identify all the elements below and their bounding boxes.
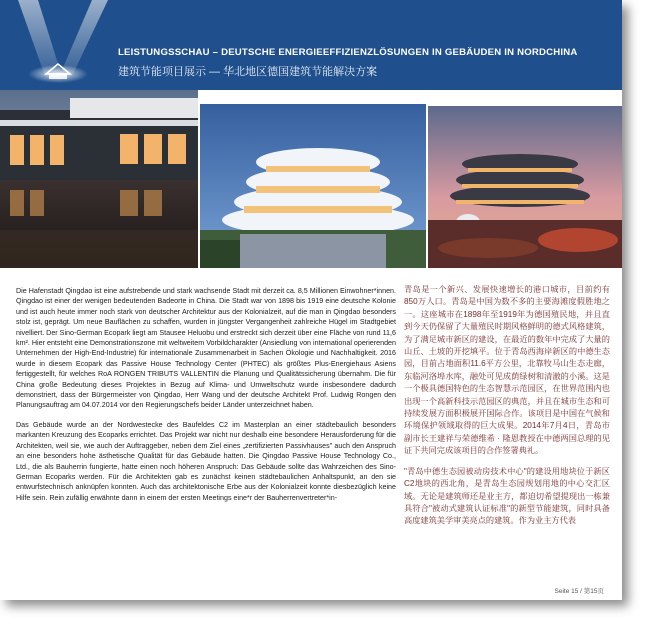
paragraph: Das Gebäude wurde an der Nordwestecke des Baufeldes C2 im Masterplan an einer städtebaulich besonders markanten Kreuzung des Ecoparks errichtet. Das Projekt war nicht nur deshalb eine besondere Herausforderung für die Architekten, weil sie, wie auch der Auftraggeber, neben dem Ziel eines „zertifizierten Passivhauses" auch den Anspruch an eine besonders hohe ästhetische Qualität für das Gebäude hatten. Die Qingdao Passive House Technology Co., Ltd., die als Bauherrin fungierte, hatte einen noch höheren Anspruch: Das Gebäude sollte das Wahrzeichen des Sino-German Ecoparks werden. Für die Architekten gab es zunächst keinen städtebaulichen Anhaltspunkt, an den sie entwurfstechnisch anknüpfen konnten. Auch das architektonische Erbe aus der Kolonialzeit konnte diesbezüglich keine Hilfe sein. Rein zufällig erwähnte dann in einem der ersten Meetings eine*r der Bauherrenvertreter*in-	[16, 420, 396, 502]
title-chinese: 建筑节能项目展示 — 华北地区德国建筑节能解决方案	[118, 66, 378, 78]
photo-curved-building-sunset	[428, 90, 622, 268]
photo-strip	[0, 90, 622, 268]
title-german: LEISTUNGSSCHAU – DEUTSCHE ENERGIEEFFIZIENZLÖSUNGEN IN GEBÄUDEN IN NORDCHINA	[118, 47, 578, 58]
photo-round-passive-house	[200, 90, 426, 268]
paragraph: Die Hafenstadt Qingdao ist eine aufstrebende und stark wachsende Stadt mit derzeit ca. 8,5 Millionen Einwohner*innen. Qingdao ist einer der wenigen bedeutenden Badeorte in China. Die Stadt war von 1898 bis 1919 eine deutsche Kolonie und ist auch heute immer noch stark von deutscher Architektur aus der Kolonialzeit, auf die man in Qingdao besonders stolz ist, geprägt. Um neue Bauflächen zu schaffen, wurden in jüngster Vergangenheit zahlreiche Hügel im Stadtgebiet nivelliert. Der Sino-German Ecopark liegt am Stausee Heluobu und erstreckt sich derzeit über eine Fläche von rund 11,6 km². Hier entsteht eine Demonstrationszone mit weltweitem Vorbildcharakter (Ansiedlung von international operierenden Unternehmen der High-End-Industrie) für internationale Zusammenarbeit in Sachen Ökologie und Nachhaltigkeit. 2016 wurde in diesem Ecopark das Passive House Technology Center (PHTEC) als größtes Plus-Energiehaus Asiens fertiggestellt, für welches RoA RONGEN TRIBUTS VALLENTIN die Planung und Qualitätssicherung übernahm. Die für China große Bedeutung dieses Projektes in Bezug auf Klima- und Umweltschutz wurde insbesondere dadurch demonstriert, dass der Bürgermeister von Qingdao, Herr Wang und der deutsche Architekt Prof. Ludwig Rongen den Planungsauftrag am 04.07.2014 vor den Regierungschefs beider Länder unterzeichnet haben.	[16, 287, 396, 410]
paragraph: "青岛中德生态园被动房技术中心"的建设用地块位于新区C2地块的西北角，是青岛生态园规划用地的中心交汇区域。无论是建筑师还是业主方，都迫切希望提现出一栋兼具符合"被动式建筑认证标准"的新型节能建筑，同时具备高度建筑美学审美亮点的建筑。作为业主方代表	[404, 466, 610, 526]
article-text-german	[16, 286, 396, 512]
header-banner	[0, 0, 622, 90]
photo-modern-building-night	[0, 90, 198, 268]
paragraph: 青岛是一个新兴、发展快速增长的港口城市，目前约有850万人口。青岛是中国为数不多的主要海滩度假胜地之一。这座城市在1898年至1919年为德国殖民地，并且直到今天仍保留了大量殖民时期风格鲜明的德式风格建筑，为了满足城市新区的建设，在最近的数年中完成了大量的山丘、土坡的开挖填平。位于青岛西海岸新区的中德生态园，目前占地面积11.6平方公里，北靠牧马山生态走廊，东临河洛埠水库，融处可见成荫绿树和清澈的小溪。这是一个极具德国特色的生态智慧示范园区，在世界范围内也出现一个高新科技示范园区的典范，并且在城市生态和可持续发展方面积极展开国际合作。该项目是中国在气候和环境保护领域取得的巨大成果。2014年7月4日，青岛市副市长王建祥与荣德维希 · 隆恩教授在中德两国总理的见证下共同完成该项目的合作签署典礼。	[404, 285, 610, 456]
page-number: Seite 15 / 第15页	[554, 588, 604, 595]
spotlight-house-logo	[0, 0, 110, 90]
article-text-chinese	[404, 284, 610, 536]
